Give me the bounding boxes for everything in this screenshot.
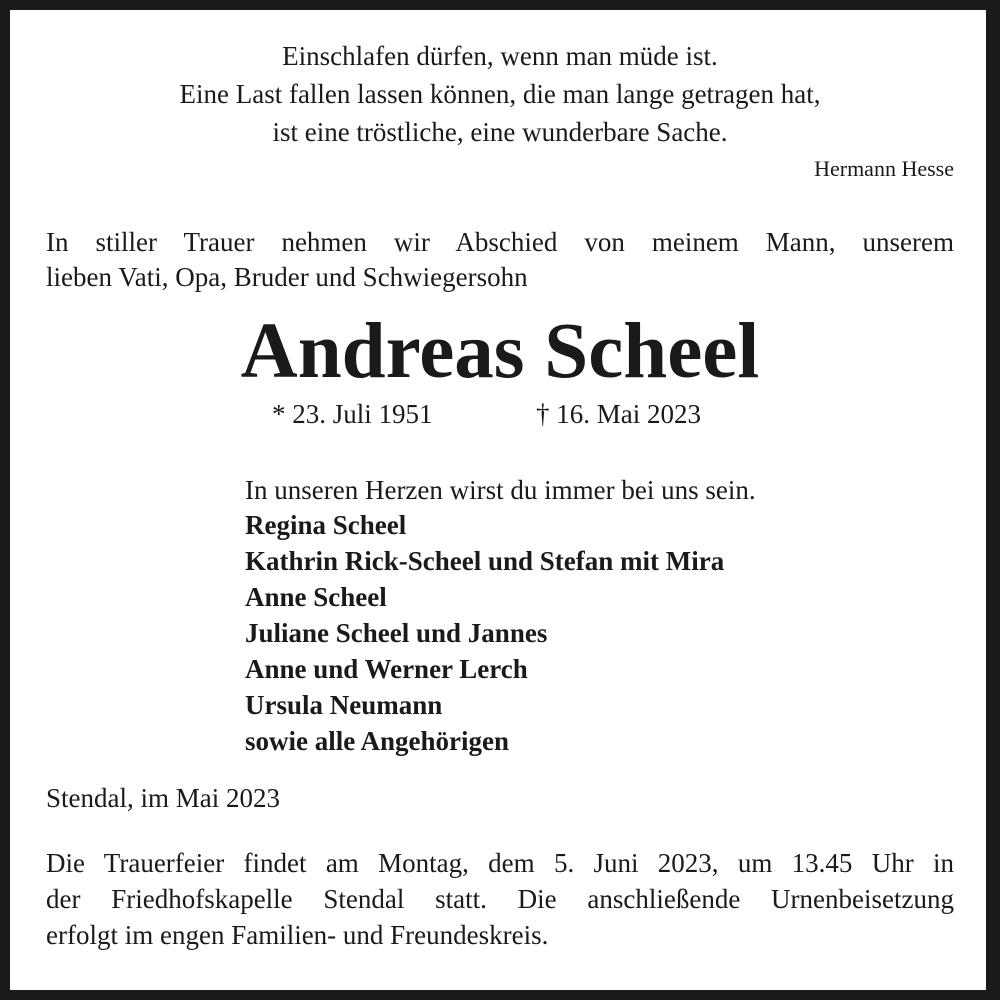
quote-author: Hermann Hesse [814, 156, 954, 181]
quote-line: Eine Last fallen lassen können, die man lange getragen hat, [179, 79, 821, 109]
place-date: Stendal, im Mai 2023 [46, 783, 280, 813]
mourner-name: Anne und Werner Lerch [245, 654, 528, 684]
mourner-name: Ursula Neumann [245, 690, 443, 720]
ceremony-line: Die Trauerfeier findet am Montag, dem 5. Juni 2023, um 13.45 Uhr in [46, 848, 954, 878]
birth-date: * 23. Juli 1951 [272, 399, 433, 429]
ceremony-line: der Friedhofskapelle Stendal statt. Die anschließende Urnenbeisetzung [46, 884, 954, 914]
family-message: In unseren Herzen wirst du immer bei uns sein. [245, 475, 756, 505]
ceremony-line: erfolgt im engen Familien- und Freundeskreis. [46, 920, 549, 950]
mourner-name: Juliane Scheel und Jannes [245, 618, 548, 648]
mourner-name: Anne Scheel [245, 582, 387, 612]
intro-line: lieben Vati, Opa, Bruder und Schwiegersohn [46, 262, 528, 292]
quote-line: Einschlafen dürfen, wenn man müde ist. [282, 41, 718, 71]
intro-line: In stiller Trauer nehmen wir Abschied von meinem Mann, unserem [46, 227, 954, 257]
mourner-name: Regina Scheel [245, 510, 407, 540]
quote-line: ist eine tröstliche, eine wunderbare Sache. [272, 117, 728, 147]
mourner-name: sowie alle Angehörigen [245, 726, 509, 756]
mourner-name: Kathrin Rick-Scheel und Stefan mit Mira [245, 546, 725, 576]
death-date: † 16. Mai 2023 [536, 399, 701, 429]
deceased-name: Andreas Scheel [240, 308, 760, 395]
